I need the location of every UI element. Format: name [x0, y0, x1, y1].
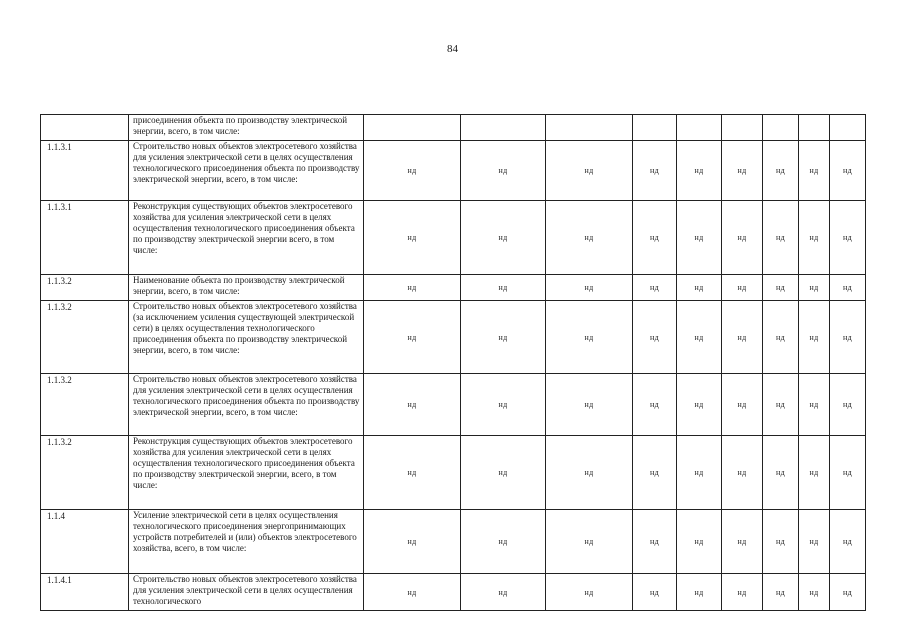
row-code: 1.1.3.1: [41, 201, 129, 275]
row-value-cell: нд: [799, 374, 830, 436]
row-value-cell: нд: [364, 436, 461, 510]
table-row: [41, 115, 866, 141]
table-row: [41, 374, 866, 436]
row-value-cell: нд: [546, 275, 633, 301]
row-value-cell: нд: [830, 275, 866, 301]
row-value-cell: [830, 115, 866, 141]
data-table: [40, 114, 866, 611]
row-value-cell: нд: [677, 510, 722, 574]
table-row: [41, 301, 866, 374]
page-number: 84: [447, 43, 458, 55]
table-row: [41, 275, 866, 301]
row-value-cell: нд: [763, 510, 799, 574]
row-code: 1.1.3.2: [41, 436, 129, 510]
row-value-cell: нд: [461, 275, 546, 301]
row-value-cell: [461, 115, 546, 141]
row-value-cell: нд: [633, 275, 677, 301]
row-value-cell: нд: [830, 574, 866, 611]
row-value-cell: [763, 115, 799, 141]
row-value-cell: нд: [546, 436, 633, 510]
row-code: 1.1.4.1: [41, 574, 129, 611]
row-value-cell: нд: [799, 201, 830, 275]
row-value-cell: нд: [633, 374, 677, 436]
row-value-cell: нд: [799, 574, 830, 611]
row-value-cell: нд: [722, 275, 763, 301]
row-value-cell: нд: [633, 201, 677, 275]
row-value-cell: нд: [830, 374, 866, 436]
row-name: Строительство новых объектов электросетевого хозяйства для усиления электрической сети в целях осуществления технологического: [129, 574, 364, 611]
table-row: [41, 141, 866, 201]
row-value-cell: нд: [677, 374, 722, 436]
row-name: присоединения объекта по производству электрической энергии, всего, в том числе:: [129, 115, 364, 141]
row-name: Наименование объекта по производству электрической энергии, всего, в том числе:: [129, 275, 364, 301]
row-value-cell: нд: [830, 436, 866, 510]
row-value-cell: [722, 115, 763, 141]
row-code: 1.1.3.2: [41, 301, 129, 374]
row-value-cell: нд: [677, 275, 722, 301]
row-value-cell: нд: [722, 436, 763, 510]
table-row: [41, 510, 866, 574]
row-value-cell: нд: [546, 141, 633, 201]
row-value-cell: [364, 115, 461, 141]
row-code: 1.1.4: [41, 510, 129, 574]
table-row: [41, 574, 866, 611]
row-value-cell: нд: [546, 510, 633, 574]
row-value-cell: нд: [546, 201, 633, 275]
row-value-cell: нд: [722, 510, 763, 574]
row-value-cell: [799, 115, 830, 141]
row-value-cell: нд: [763, 201, 799, 275]
row-value-cell: нд: [546, 301, 633, 374]
row-value-cell: нд: [461, 141, 546, 201]
row-value-cell: нд: [633, 510, 677, 574]
row-value-cell: нд: [763, 374, 799, 436]
row-value-cell: нд: [799, 301, 830, 374]
row-name: Строительство новых объектов электросетевого хозяйства для усиления электрической сети в целях осуществления технологического присоединения объекта по производству электрической энергии, всего, в том числе:: [129, 374, 364, 436]
row-value-cell: нд: [677, 301, 722, 374]
row-value-cell: нд: [722, 201, 763, 275]
row-value-cell: нд: [722, 301, 763, 374]
table-row: [41, 201, 866, 275]
row-value-cell: нд: [763, 574, 799, 611]
table-row: [41, 436, 866, 510]
row-value-cell: нд: [364, 374, 461, 436]
row-name: Строительство новых объектов электросетевого хозяйства для усиления электрической сети в целях осуществления технологического присоединения объекта по производству электрической энергии, всего, в том числе:: [129, 141, 364, 201]
row-value-cell: нд: [799, 141, 830, 201]
row-value-cell: нд: [364, 510, 461, 574]
row-value-cell: нд: [461, 201, 546, 275]
row-name: Строительство новых объектов электросетевого хозяйства (за исключением усиления существующей электрической сети) в целях осуществления технологического присоединения объекта по производству электрической энергии, всего, в том числе:: [129, 301, 364, 374]
row-value-cell: нд: [677, 436, 722, 510]
row-value-cell: нд: [633, 301, 677, 374]
row-code: 1.1.3.1: [41, 141, 129, 201]
row-value-cell: нд: [633, 141, 677, 201]
row-value-cell: [633, 115, 677, 141]
row-value-cell: нд: [364, 141, 461, 201]
row-value-cell: нд: [546, 374, 633, 436]
row-value-cell: нд: [461, 574, 546, 611]
row-value-cell: нд: [830, 201, 866, 275]
row-value-cell: нд: [763, 275, 799, 301]
row-code: 1.1.3.2: [41, 374, 129, 436]
row-value-cell: нд: [461, 510, 546, 574]
row-value-cell: нд: [364, 275, 461, 301]
row-value-cell: нд: [763, 141, 799, 201]
row-value-cell: нд: [546, 574, 633, 611]
row-value-cell: нд: [633, 436, 677, 510]
row-value-cell: нд: [461, 374, 546, 436]
row-value-cell: нд: [722, 141, 763, 201]
row-value-cell: нд: [799, 510, 830, 574]
row-value-cell: нд: [830, 510, 866, 574]
row-value-cell: нд: [830, 301, 866, 374]
row-value-cell: нд: [722, 374, 763, 436]
row-value-cell: нд: [830, 141, 866, 201]
row-value-cell: нд: [799, 275, 830, 301]
row-value-cell: нд: [799, 436, 830, 510]
row-value-cell: нд: [364, 574, 461, 611]
row-code: [41, 115, 129, 141]
row-value-cell: [677, 115, 722, 141]
row-value-cell: [546, 115, 633, 141]
row-value-cell: нд: [364, 201, 461, 275]
row-value-cell: нд: [461, 301, 546, 374]
row-value-cell: нд: [677, 574, 722, 611]
row-value-cell: нд: [461, 436, 546, 510]
row-value-cell: нд: [763, 436, 799, 510]
row-value-cell: нд: [633, 574, 677, 611]
row-name: Реконструкция существующих объектов электросетевого хозяйства для усиления электрической сети в целях осуществления технологического присоединения объекта по производству электрической энергии, всего, в том числе:: [129, 436, 364, 510]
row-value-cell: нд: [364, 301, 461, 374]
row-value-cell: нд: [677, 201, 722, 275]
row-code: 1.1.3.2: [41, 275, 129, 301]
row-value-cell: нд: [677, 141, 722, 201]
row-name: Реконструкция существующих объектов электросетевого хозяйства для усиления электрической сети в целях осуществления технологического присоединения объекта по производству электрической энергии всего, в том числе:: [129, 201, 364, 275]
row-name: Усиление электрической сети в целях осуществления технологического присоединения энергопринимающих устройств потребителей и (или) объектов электросетевого хозяйства, всего, в том числе:: [129, 510, 364, 574]
row-value-cell: нд: [763, 301, 799, 374]
row-value-cell: нд: [722, 574, 763, 611]
